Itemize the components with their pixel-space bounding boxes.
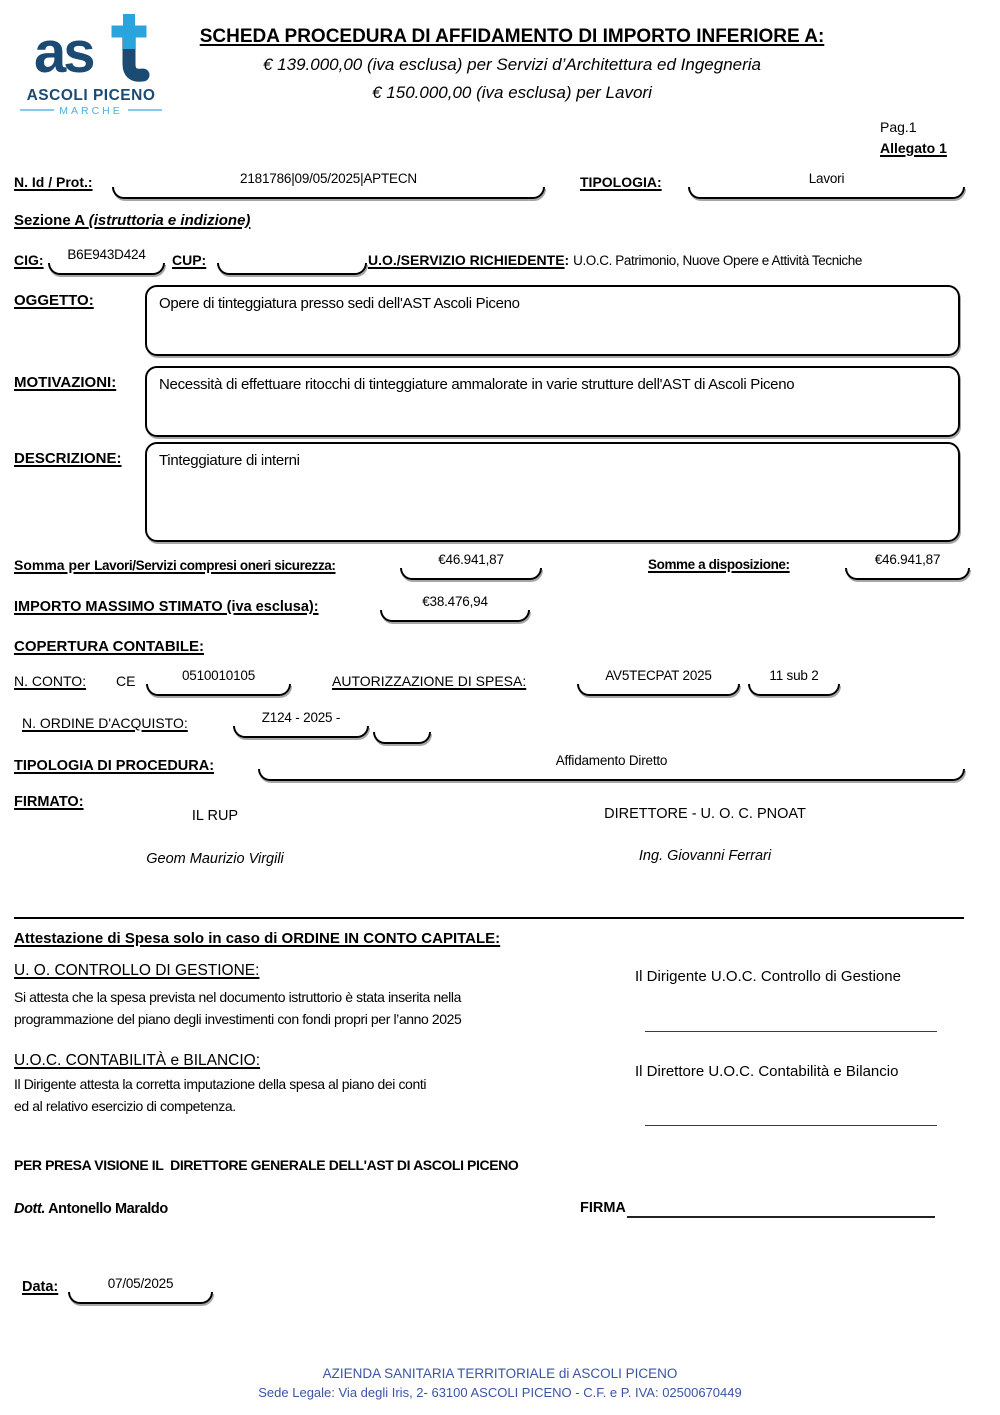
ast-logo-plus-horizontal (112, 26, 147, 38)
importo-value: €38.476,94 (422, 594, 488, 609)
presa-visione-line: PER PRESA VISIONE IL DIRETTORE GENERALE DELL'AST DI ASCOLI PICENO (14, 1157, 519, 1173)
ordine-label: N. ORDINE D'ACQUISTO: (22, 715, 188, 731)
contabilita-title: U.O.C. CONTABILITÀ e BILANCIO: (14, 1052, 261, 1069)
section-divider (14, 917, 964, 919)
descrizione-box (145, 442, 960, 542)
procedura-field-curve (258, 769, 965, 781)
uo-servizio-row (368, 252, 968, 268)
section-a-heading (14, 212, 250, 229)
autorizzazione-label: AUTORIZZAZIONE DI SPESA: (332, 673, 527, 689)
footer-line2: Sede Legale: Via degli Iris, 2- 63100 ASCOLI PICENO - C.F. e P. IVA: 02500670449 (258, 1385, 742, 1400)
somma-label-plain: Somma per (14, 557, 95, 573)
ordine-extra-value (373, 716, 431, 732)
motivazioni-box (145, 366, 960, 437)
direttore-name: Ing. Giovanni Ferrari (638, 848, 772, 864)
section-a-heading-plain: Sezione A (14, 212, 89, 229)
gestione-title: U. O. CONTROLLO DI GESTIONE: (14, 962, 260, 979)
oggetto-box (145, 285, 960, 356)
firma-signature-line (627, 1198, 935, 1218)
disposizione-field (845, 552, 970, 580)
ordine-value: Z124 - 2025 - (261, 710, 341, 725)
data-field-curve (68, 1292, 213, 1304)
somma-field (400, 552, 542, 580)
conto-field (146, 668, 291, 696)
conto-label: N. CONTO: (14, 673, 87, 689)
procedura-label: TIPOLOGIA DI PROCEDURA: (14, 758, 215, 774)
ast-logo-region: MARCHE (59, 105, 123, 117)
disposizione-value: €46.941,87 (874, 552, 941, 567)
contabilita-body-line2: ed al relativo esercizio di competenza. (14, 1098, 236, 1114)
id-prot-field (112, 171, 545, 199)
cup-label: CUP: (172, 252, 207, 268)
autorizzazione-sub-value: 11 sub 2 (769, 668, 819, 683)
page-number: Pag.1 (880, 119, 917, 135)
importo-label: IMPORTO MASSIMO STIMATO (iva esclusa): (14, 599, 319, 615)
direttore-generale-name-prefix: Dott. (14, 1201, 46, 1217)
annex-label: Allegato 1 (880, 140, 947, 156)
ordine-field-curve (233, 726, 369, 738)
cup-field-curve (217, 263, 367, 275)
data-field (68, 1276, 213, 1304)
cup-field (217, 247, 367, 275)
importo-field (380, 594, 530, 622)
cup-value (217, 247, 367, 263)
cig-value: B6E943D424 (67, 247, 146, 262)
gestione-body-line2: programmazione del piano degli investimenti con fondi propri per l’anno 2025 (14, 1011, 462, 1027)
gestione-signature-line (645, 1031, 937, 1032)
conto-field-curve (146, 684, 291, 696)
ordine-field (233, 710, 369, 738)
gestione-body-line1: Si attesta che la spesa prevista nel documento istruttorio è stata inserita nella (14, 989, 461, 1005)
ordine-extra-field-curve (373, 732, 431, 744)
rup-role: IL RUP (191, 808, 239, 824)
disposizione-label: Somme a disposizione: (648, 557, 790, 572)
somma-value: €46.941,87 (438, 552, 504, 567)
id-prot-value: 2181786|09/05/2025|APTECN (240, 171, 417, 186)
importo-field-curve (380, 610, 530, 622)
autorizzazione-field (577, 668, 740, 696)
id-prot-field-curve (112, 187, 545, 199)
page-title: SCHEDA PROCEDURA DI AFFIDAMENTO DI IMPORTO INFERIORE A: (199, 26, 825, 47)
procedura-value: Affidamento Diretto (555, 753, 668, 768)
tipologia-label: TIPOLOGIA: (580, 174, 662, 190)
autorizzazione-sub-field (748, 668, 840, 696)
disposizione-field-curve (845, 568, 970, 580)
id-prot-label: N. Id / Prot.: (14, 174, 93, 190)
descrizione-label: DESCRIZIONE: (14, 450, 122, 467)
autorizzazione-sub-field-curve (748, 684, 840, 696)
ast-logo (16, 10, 168, 118)
uo-servizio-value: U.O.C. Patrimonio, Nuove Opere e Attività Tecniche (573, 253, 863, 268)
attestazione-heading: Attestazione di Spesa solo in caso di ORDINE IN CONTO CAPITALE: (14, 930, 501, 947)
data-label: Data: (22, 1279, 59, 1295)
tipologia-value: Lavori (808, 171, 845, 186)
ordine-extra-field (373, 716, 431, 744)
copertura-heading: COPERTURA CONTABILE: (14, 638, 204, 655)
gestione-signer: Il Dirigente U.O.C. Controllo di Gestione (635, 968, 901, 985)
oggetto-text: Opere di tinteggiatura presso sedi dell'AST Ascoli Piceno (159, 295, 520, 312)
cig-label: CIG: (14, 252, 44, 268)
motivazioni-label: MOTIVAZIONI: (14, 374, 117, 391)
direttore-generale-name (14, 1200, 168, 1218)
uo-servizio-colon: : (564, 252, 574, 268)
oggetto-label: OGGETTO: (14, 292, 94, 309)
somma-label-narrow: Lavori/Servizi compresi oneri sicurezza: (94, 558, 336, 573)
page-subtitle-services: € 139.000,00 (iva esclusa) per Servizi d’Architettura ed Ingegneria (262, 55, 761, 74)
direttore-role: DIRETTORE - U. O. C. PNOAT (604, 806, 806, 822)
direttore-generale-name-text: Antonello Maraldo (45, 1201, 168, 1217)
ast-logo-name: ASCOLI PICENO (26, 87, 156, 104)
contabilita-body-line1: Il Dirigente attesta la corretta imputazione della spesa al piano dei conti (14, 1076, 427, 1092)
section-a-heading-italic: (istruttoria e indizione) (88, 212, 251, 229)
cig-field (48, 247, 165, 275)
conto-value: 0510010105 (181, 668, 256, 683)
somma-field-curve (400, 568, 542, 580)
page-subtitle-works: € 150.000,00 (iva esclusa) per Lavori (372, 83, 652, 102)
tipologia-field (688, 171, 965, 199)
conto-tipo: CE (116, 673, 136, 689)
autorizzazione-field-curve (577, 684, 740, 696)
autorizzazione-value: AV5TECPAT 2025 (605, 668, 712, 683)
tipologia-field-curve (688, 187, 965, 199)
motivazioni-text: Necessità di effettuare ritocchi di tinteggiature ammalorate in varie strutture dell'AST di Ascoli Piceno (159, 376, 795, 393)
cig-field-curve (48, 263, 165, 275)
descrizione-text: Tinteggiature di interni (159, 452, 300, 469)
footer-line1: AZIENDA SANITARIA TERRITORIALE di ASCOLI PICENO (322, 1366, 678, 1381)
procedura-field (258, 753, 965, 781)
somma-label (14, 557, 336, 575)
firmato-label: FIRMATO: (14, 794, 84, 810)
contabilita-signature-line (645, 1125, 937, 1126)
data-value: 07/05/2025 (107, 1276, 174, 1291)
uo-servizio-label: U.O./SERVIZIO RICHIEDENTE (368, 252, 565, 268)
ast-logo-mark-text: as (34, 20, 93, 85)
contabilita-signer: Il Direttore U.O.C. Contabilità e Bilancio (635, 1063, 899, 1080)
rup-name: Geom Maurizio Virgili (146, 851, 284, 867)
firma-label: FIRMA (580, 1200, 626, 1216)
